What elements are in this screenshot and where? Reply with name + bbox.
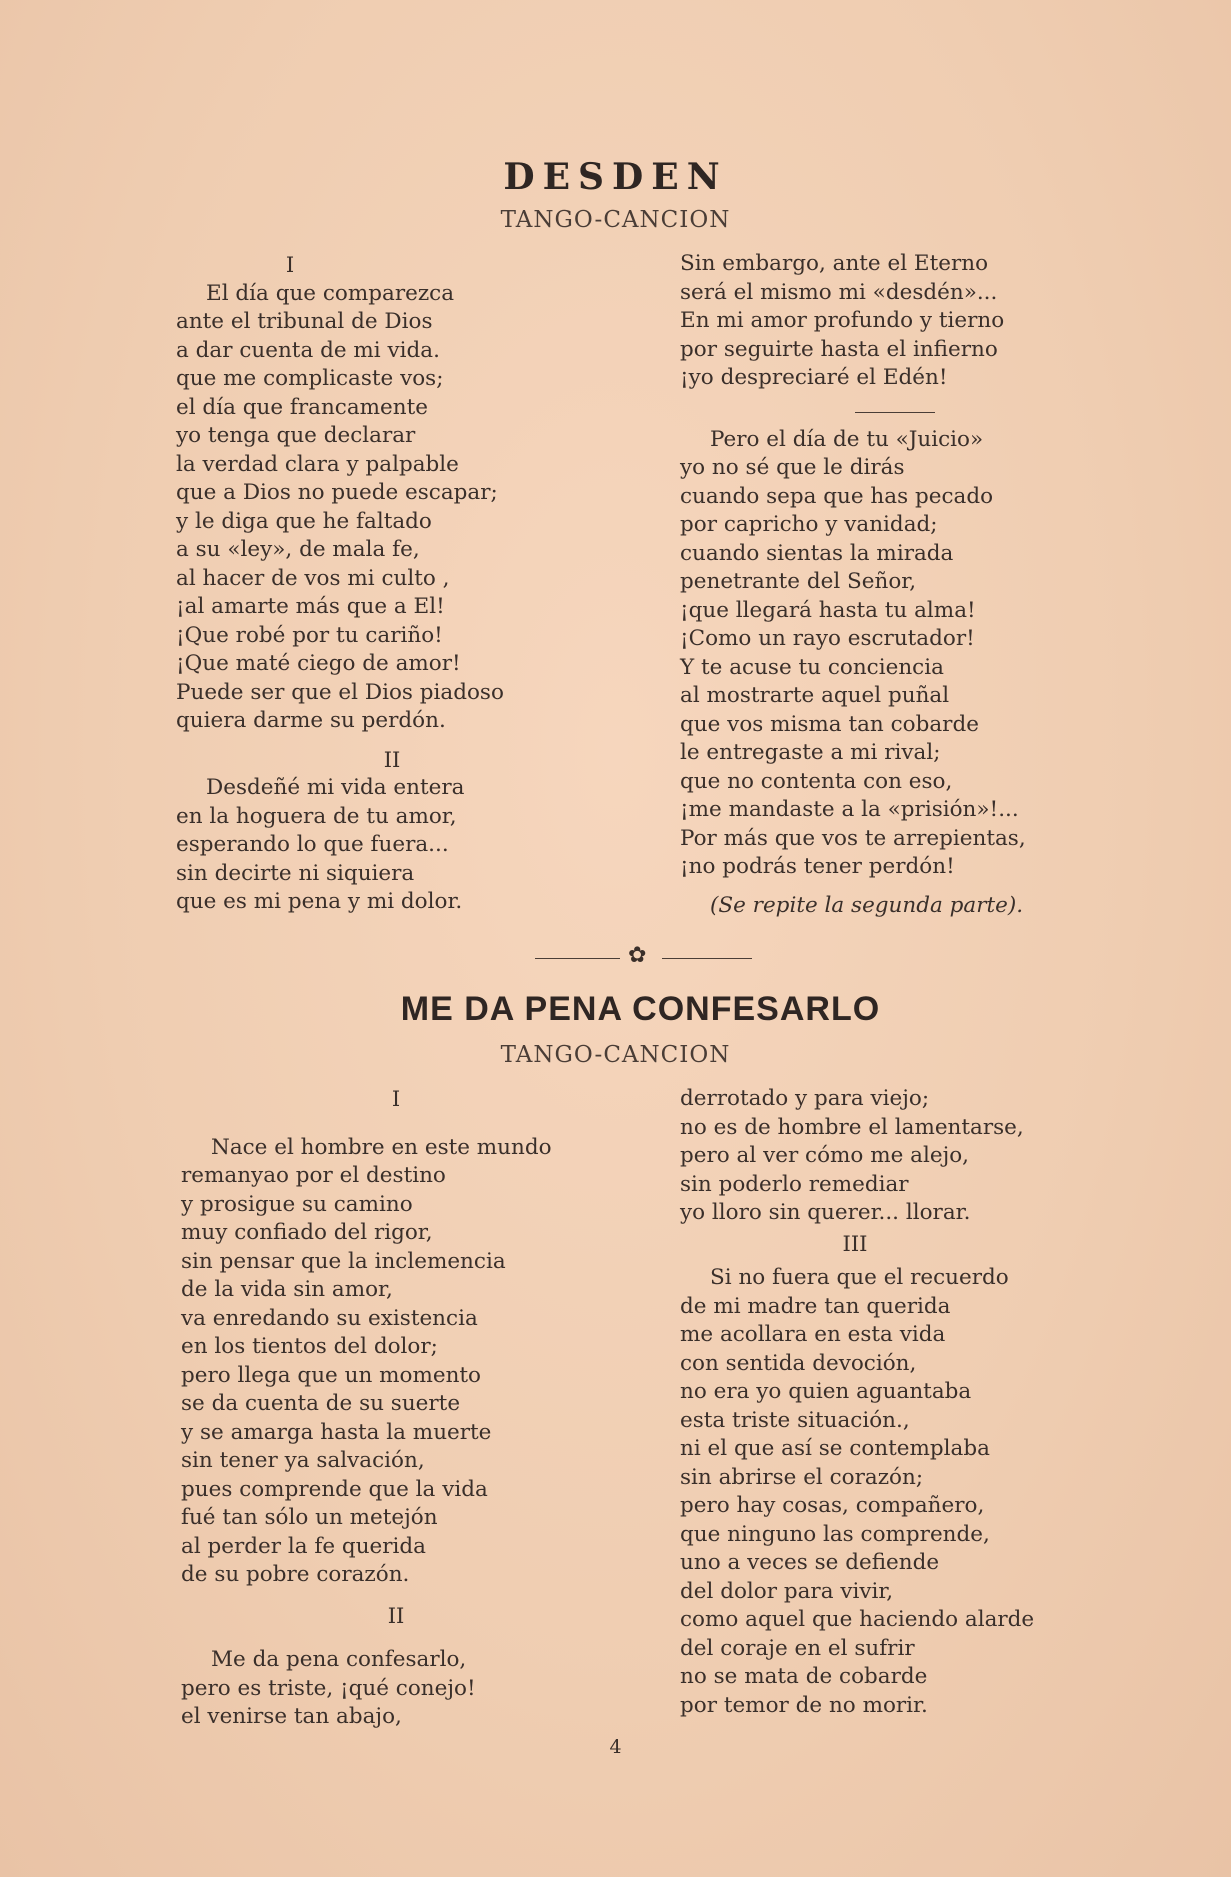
verse-line: y se amarga hasta la muerte	[181, 1419, 492, 1445]
verse-line: quiera darme su perdón.	[176, 708, 446, 733]
song2-part1-lines	[181, 1134, 611, 1590]
verse-line: ¡al amarte más que a El!	[176, 594, 445, 619]
verse-line: que no contenta con eso,	[680, 768, 953, 794]
verse-line: ¡que llegará hasta tu alma!	[680, 597, 976, 623]
song2-part2-numeral: II	[387, 1603, 405, 1628]
song2-title: ME DA PENA CONFESARLO	[400, 990, 881, 1028]
verse-line: la verdad clara y palpable	[176, 451, 459, 477]
verse-line: del dolor para vivir,	[680, 1578, 894, 1604]
song2-subtitle: TANGO-CANCION	[500, 1042, 731, 1068]
verse-line: al mostrarte aquel puñal	[680, 683, 950, 708]
verse-line: el venirse tan abajo,	[181, 1704, 402, 1729]
verse-line: En mi amor profundo y tierno	[680, 308, 1005, 333]
verse-line: sin poderlo remediar	[680, 1171, 909, 1197]
verse-line: ¡me mandaste a la «prisión»!...	[680, 797, 1019, 822]
verse-line: Puede ser que el Dios piadoso	[176, 679, 504, 705]
verse-line: con sentida devoción,	[680, 1350, 917, 1376]
verse-line: que ninguno las comprende,	[680, 1521, 990, 1547]
verse-line: del coraje en el sufrir	[680, 1635, 915, 1661]
verse-line: Me da pena confesarlo,	[211, 1647, 467, 1672]
verse-line: Desdeñé mi vida entera	[206, 775, 465, 800]
verse-line: que me complicaste vos;	[176, 366, 444, 391]
verse-line: uno a veces se defiende	[680, 1550, 940, 1575]
verse-line: cuando sientas la mirada	[680, 540, 954, 566]
verse-line: a su «ley», de mala fe,	[176, 537, 420, 562]
verse-line: que es mi pena y mi dolor.	[176, 889, 463, 914]
verse-line: será el mismo mi «desdén»...	[680, 279, 998, 305]
verse-line: yo no sé que le dirás	[680, 455, 905, 480]
verse-line: muy confiado del rigor,	[181, 1220, 433, 1245]
verse-line: cuando sepa que has pecado	[680, 483, 994, 509]
song1-part2-lines	[176, 774, 606, 917]
divider-rule	[855, 412, 935, 413]
verse-line: pero llega que un momento	[181, 1362, 482, 1388]
verse-line: al perder la fe querida	[181, 1533, 427, 1559]
song1-part1-numeral: I	[285, 253, 295, 277]
verse-line: ni el que así se contemplaba	[680, 1436, 990, 1461]
song1-title: DESDEN	[503, 156, 728, 198]
verse-line: de su pobre corazón.	[181, 1562, 410, 1587]
song2-part2-lines	[181, 1646, 611, 1732]
verse-line: yo tenga que declarar	[176, 423, 416, 448]
verse-line: Sin embargo, ante el Eterno	[680, 251, 989, 276]
separator-rule-left	[535, 958, 620, 959]
verse-line: pero hay cosas, compañero,	[680, 1493, 985, 1518]
song2-right-column	[680, 1085, 1100, 1720]
verse-line: ¡Que maté ciego de amor!	[176, 651, 461, 676]
verse-line: ¡no podrás tener perdón!	[680, 854, 955, 879]
song1-left-column	[176, 251, 606, 917]
verse-line: sin decirte ni siquiera	[176, 860, 415, 886]
floral-ornament-icon: ✿	[628, 943, 647, 968]
verse-line: y le diga que he faltado	[176, 508, 432, 534]
verse-line: pero es triste, ¡qué conejo!	[181, 1675, 476, 1701]
song1-right-stanza1	[680, 250, 1100, 393]
verse-line: pero al ver cómo me alejo,	[680, 1143, 970, 1168]
separator-rule-right	[662, 958, 752, 959]
verse-line: que a Dios no puede escapar;	[176, 480, 498, 505]
page-number: 4	[609, 1736, 622, 1758]
verse-line: al hacer de vos mi culto ,	[176, 565, 450, 591]
verse-line: y prosigue su camino	[181, 1191, 413, 1217]
verse-line: a dar cuenta de mi vida.	[176, 337, 440, 363]
verse-line: de la vida sin amor,	[181, 1277, 393, 1302]
verse-line: le entregaste a mi rival;	[680, 740, 941, 765]
verse-line: como aquel que haciendo alarde	[680, 1607, 1035, 1632]
verse-line: penetrante del Señor,	[680, 569, 917, 594]
verse-line: pues comprende que la vida	[181, 1476, 488, 1502]
verse-line: sin tener ya salvación,	[181, 1448, 425, 1473]
verse-line: no es de hombre el lamentarse,	[680, 1114, 1024, 1140]
verse-line: remanyao por el destino	[181, 1163, 446, 1188]
verse-line: esta triste situación.,	[680, 1407, 910, 1433]
verse-line: esperando lo que fuera...	[176, 832, 449, 857]
verse-line: ante el tribunal de Dios	[176, 309, 433, 334]
verse-line: yo lloro sin querer... llorar.	[680, 1200, 971, 1225]
verse-line: se da cuenta de su suerte	[181, 1391, 461, 1416]
verse-line: va enredando su existencia	[181, 1305, 478, 1331]
verse-line: El día que comparezca	[206, 280, 455, 306]
song1-right-stanza2	[680, 426, 1100, 882]
verse-line: Si no fuera que el recuerdo	[710, 1265, 1009, 1290]
verse-line: de mi madre tan querida	[680, 1293, 951, 1319]
verse-line: sin pensar que la inclemencia	[181, 1248, 506, 1274]
verse-line: derrotado y para viejo;	[680, 1086, 930, 1111]
verse-line: en los tientos del dolor;	[181, 1334, 438, 1359]
verse-line: ¡Como un rayo escrutador!	[680, 626, 975, 651]
verse-line: Pero el día de tu «Juicio»	[710, 426, 984, 452]
verse-line: en la hoguera de tu amor,	[176, 803, 457, 829]
verse-line: por capricho y vanidad;	[680, 512, 938, 537]
song1-right-column	[680, 250, 1100, 920]
verse-line: por temor de no morir.	[680, 1692, 928, 1718]
verse-line: me acollara en esta vida	[680, 1322, 946, 1347]
verse-line: Nace el hombre en este mundo	[211, 1134, 552, 1160]
verse-line: el día que francamente	[176, 394, 428, 420]
verse-line: fué tan sólo un metejón	[181, 1505, 438, 1530]
song1-part1-lines	[176, 280, 606, 736]
verse-line: sin abrirse el corazón;	[680, 1464, 924, 1490]
song2-left-column	[181, 1085, 611, 1732]
verse-line: Por más que vos te arrepientas,	[680, 825, 1026, 851]
song2-part3-numeral: III	[842, 1231, 868, 1256]
verse-line: ¡yo despreciaré el Edén!	[680, 365, 948, 390]
verse-line: ¡Que robé por tu cariño!	[176, 622, 443, 648]
verse-line: Y te acuse tu conciencia	[680, 654, 944, 680]
song1-part2-numeral: II	[383, 747, 401, 772]
song1-repeat-note: (Se repite la segunda parte).	[710, 892, 1024, 918]
verse-line: no se mata de cobarde	[680, 1664, 928, 1689]
song2-right-stanza1	[680, 1085, 1100, 1228]
song1-subtitle: TANGO-CANCION	[500, 207, 731, 233]
verse-line: que vos misma tan cobarde	[680, 711, 979, 737]
song2-part1-numeral: I	[391, 1087, 401, 1111]
song2-part3-lines	[680, 1264, 1100, 1720]
verse-line: no era yo quien aguantaba	[680, 1379, 972, 1404]
verse-line: por seguirte hasta el infierno	[680, 336, 998, 362]
